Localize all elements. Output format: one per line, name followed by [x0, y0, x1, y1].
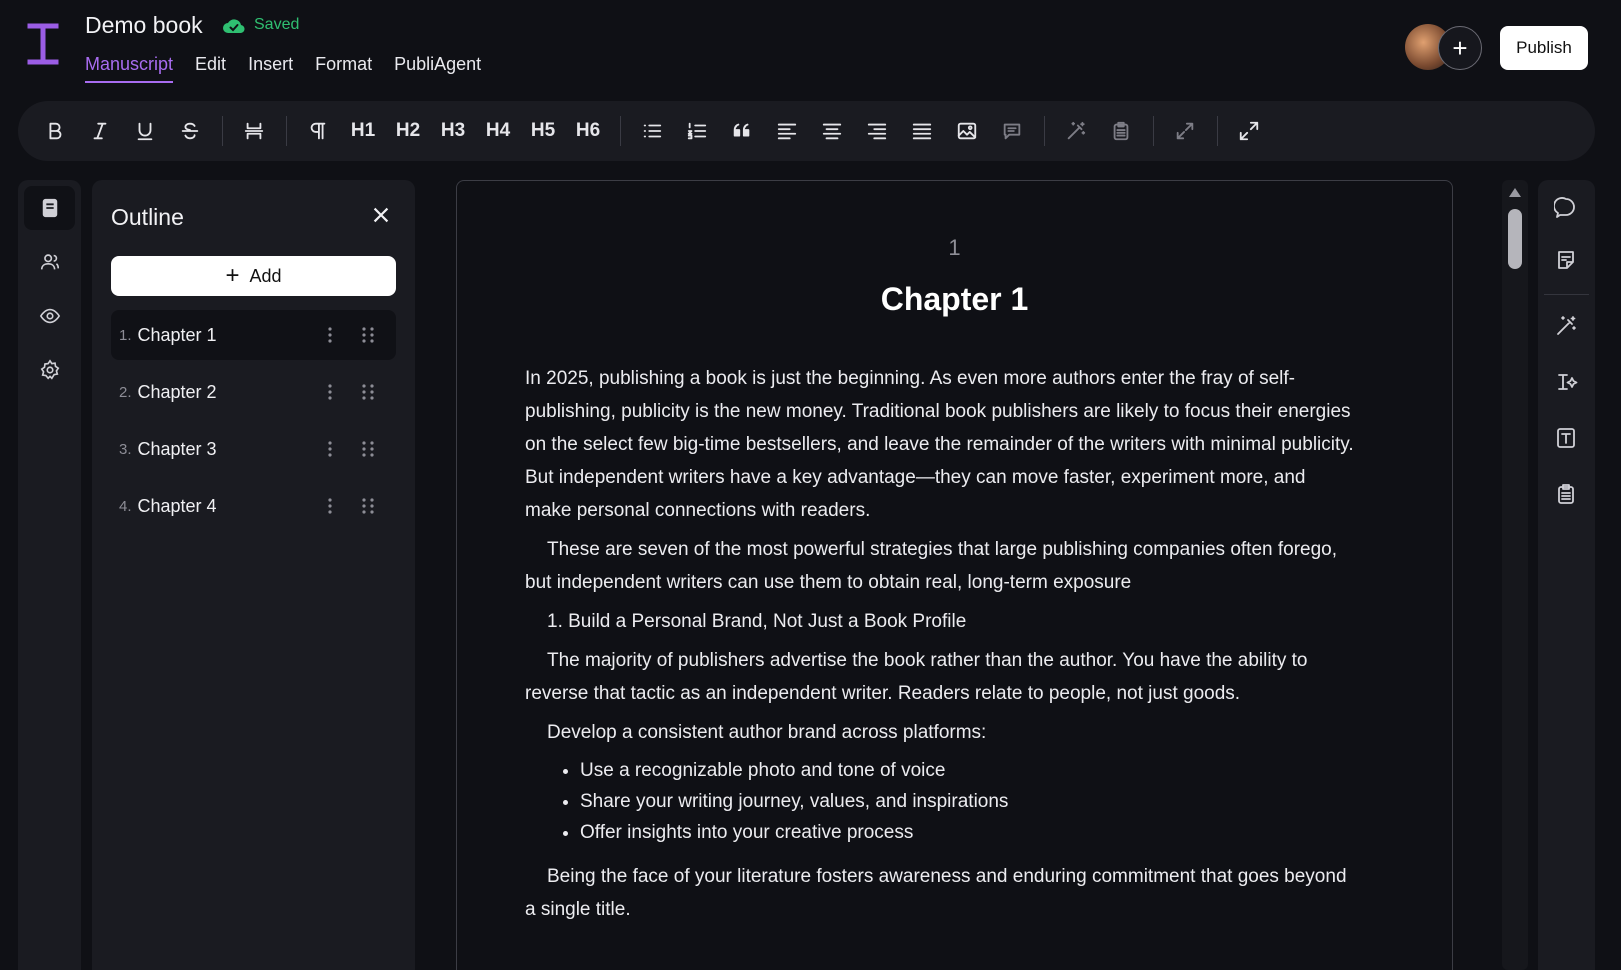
bullet-list	[580, 755, 1355, 848]
page-break-icon	[243, 120, 265, 142]
bold-button[interactable]	[36, 112, 74, 150]
section-heading[interactable]: 1. Build a Personal Brand, Not Just a Book Profile	[547, 611, 967, 632]
expand-icon	[1174, 120, 1196, 142]
heading-6-button[interactable]: H6	[575, 120, 601, 141]
drag-handle-icon[interactable]	[361, 326, 375, 344]
editor-body[interactable]	[525, 362, 1355, 932]
paragraph[interactable]: Develop a consistent author brand across platforms:	[547, 722, 987, 743]
close-outline-button[interactable]	[370, 204, 398, 232]
heading-4-button[interactable]: H4	[485, 120, 511, 141]
bold-icon	[44, 120, 66, 142]
add-chapter-button[interactable]	[111, 256, 396, 296]
paragraph-button[interactable]	[299, 112, 337, 150]
rail-manuscript-button[interactable]	[24, 186, 75, 230]
quote-icon	[731, 120, 753, 142]
chapter-number: 1.	[119, 326, 132, 344]
users-icon	[39, 251, 61, 273]
scroll-thumb[interactable]	[1508, 209, 1522, 269]
chapter-number: 3.	[119, 440, 132, 458]
publish-button[interactable]: Publish	[1500, 26, 1588, 70]
toolbar-divider	[286, 116, 287, 146]
rail-characters-button[interactable]	[24, 240, 75, 284]
clipboard-icon	[1554, 482, 1578, 506]
page-break-button[interactable]	[235, 112, 273, 150]
list-item[interactable]: • Share your writing journey, values, and inspirations	[580, 786, 1355, 817]
drag-handle-icon[interactable]	[361, 383, 375, 401]
left-rail	[18, 180, 81, 970]
fullscreen-icon	[1238, 120, 1260, 142]
drag-handle-icon[interactable]	[361, 497, 375, 515]
toolbar-divider	[222, 116, 223, 146]
text-box-icon	[1554, 426, 1578, 450]
heading-5-button[interactable]: H5	[530, 120, 556, 141]
book-icon	[39, 197, 61, 219]
menu-insert[interactable]: Insert	[248, 54, 294, 74]
outline-panel	[92, 180, 415, 970]
align-left-icon	[776, 120, 798, 142]
rail-settings-button[interactable]	[24, 348, 75, 392]
menu-publiagent[interactable]: PubliAgent	[394, 54, 482, 74]
paragraph[interactable]: The majority of publishers advertise the book rather than the author. You have the ability to reverse that tactic as an independent writer. Readers relate to people, not just goods.	[525, 650, 1308, 704]
clipboard-button[interactable]	[1102, 112, 1140, 150]
right-rail	[1538, 180, 1595, 970]
menu-edit[interactable]: Edit	[195, 54, 227, 74]
strikethrough-button[interactable]	[171, 112, 209, 150]
align-center-icon	[821, 120, 843, 142]
more-options-icon[interactable]	[327, 440, 333, 458]
drag-handle-icon[interactable]	[361, 440, 375, 458]
save-status	[222, 16, 299, 34]
rail-divider	[1544, 294, 1589, 295]
close-icon	[370, 204, 392, 226]
more-options-icon[interactable]	[327, 497, 333, 515]
editor-scrollbar[interactable]	[1502, 180, 1528, 970]
rail-preview-button[interactable]	[24, 294, 75, 338]
heading-2-button[interactable]: H2	[395, 120, 421, 141]
paragraph[interactable]: These are seven of the most powerful strategies that large publishing companies often forego, but independent writers can use them to obtain real, long-term exposure	[525, 539, 1338, 593]
magic-wand-icon	[1065, 120, 1087, 142]
more-options-icon[interactable]	[327, 326, 333, 344]
bullet-list-button[interactable]	[633, 112, 671, 150]
magic-wand-button[interactable]	[1057, 112, 1095, 150]
toolbar-divider	[1153, 116, 1154, 146]
ai-wand-button[interactable]	[1548, 308, 1584, 344]
outline-title: Outline	[111, 204, 184, 230]
chapter-number: 2.	[119, 383, 132, 401]
note-icon	[1554, 248, 1578, 272]
comment-icon	[1001, 120, 1023, 142]
chat-bubble-icon	[1554, 196, 1578, 220]
scroll-up-arrow-icon[interactable]	[1509, 188, 1521, 197]
toolbar-divider	[1217, 116, 1218, 146]
app-logo[interactable]	[26, 22, 60, 66]
heading-3-button[interactable]: H3	[440, 120, 466, 141]
toolbar-divider	[620, 116, 621, 146]
align-center-button[interactable]	[813, 112, 851, 150]
manuscript-editor[interactable]	[456, 180, 1453, 970]
outline-item-chapter-1[interactable]	[111, 310, 396, 360]
ai-text-button[interactable]	[1548, 364, 1584, 400]
italic-button[interactable]	[81, 112, 119, 150]
eye-icon	[39, 305, 61, 327]
document-title[interactable]: Demo book	[85, 12, 203, 38]
align-right-button[interactable]	[858, 112, 896, 150]
chapter-label: Chapter 2	[137, 381, 217, 402]
align-left-button[interactable]	[768, 112, 806, 150]
list-item[interactable]: • Offer insights into your creative process	[580, 817, 1355, 848]
clipboard-icon	[1110, 120, 1132, 142]
bullet-list-icon	[641, 120, 663, 142]
clipboard-panel-button[interactable]	[1548, 476, 1584, 512]
list-item[interactable]: • Use a recognizable photo and tone of voice	[580, 755, 1355, 786]
add-chapter-label: Add	[249, 265, 282, 286]
notes-panel-button[interactable]	[1548, 242, 1584, 278]
cloud-check-icon	[222, 16, 246, 34]
toolbar-divider	[1044, 116, 1045, 146]
outline-item-chapter-2[interactable]	[111, 367, 396, 417]
expand-button[interactable]	[1166, 112, 1204, 150]
more-options-icon[interactable]	[327, 383, 333, 401]
magic-wand-icon	[1554, 314, 1578, 338]
blockquote-button[interactable]	[723, 112, 761, 150]
comment-button[interactable]	[993, 112, 1031, 150]
paragraph[interactable]: Being the face of your literature fosters awareness and enduring commitment that goes beyond a single title.	[525, 866, 1347, 920]
add-collaborator-button[interactable]: +	[1438, 26, 1482, 70]
numbered-list-button[interactable]	[678, 112, 716, 150]
menu-manuscript[interactable]: Manuscript	[85, 54, 173, 83]
text-box-button[interactable]	[1548, 420, 1584, 456]
outline-item-chapter-4[interactable]	[111, 481, 396, 531]
page-number: 1	[948, 235, 961, 260]
align-justify-button[interactable]	[903, 112, 941, 150]
underline-button[interactable]	[126, 112, 164, 150]
gear-icon	[39, 359, 61, 381]
pilcrow-icon	[307, 120, 329, 142]
chapter-number: 4.	[119, 497, 132, 515]
numbered-list-icon	[686, 120, 708, 142]
comments-panel-button[interactable]	[1548, 190, 1584, 226]
menu-format[interactable]: Format	[315, 54, 373, 74]
heading-1-button[interactable]: H1	[350, 120, 376, 141]
fullscreen-button[interactable]	[1230, 112, 1268, 150]
strikethrough-icon	[179, 120, 201, 142]
paragraph[interactable]: In 2025, publishing a book is just the beginning. As even more authors enter the fray of self-publishing, publicity is the new money. Traditional book publishers are likely to focus their energies on the select few big-time bestsellers, and leave the remainder of the writers with minimal publicity. But independent writers have a key advantage—they can move faster, experiment more, and make personal connections with readers.	[525, 368, 1354, 521]
align-justify-icon	[911, 120, 933, 142]
chapter-label: Chapter 1	[137, 324, 217, 345]
text-sparkle-icon	[1554, 370, 1578, 394]
chapter-label: Chapter 4	[137, 495, 217, 516]
italic-icon	[89, 120, 111, 142]
image-icon	[956, 120, 978, 142]
saved-label: Saved	[254, 16, 300, 33]
chapter-label: Chapter 3	[137, 438, 217, 459]
outline-item-chapter-3[interactable]	[111, 424, 396, 474]
plus-icon: +	[225, 262, 240, 289]
format-toolbar	[18, 101, 1595, 161]
underline-icon	[134, 120, 156, 142]
insert-image-button[interactable]	[948, 112, 986, 150]
align-right-icon	[866, 120, 888, 142]
main-menu	[85, 54, 481, 83]
chapter-heading[interactable]: Chapter 1	[880, 281, 1029, 317]
